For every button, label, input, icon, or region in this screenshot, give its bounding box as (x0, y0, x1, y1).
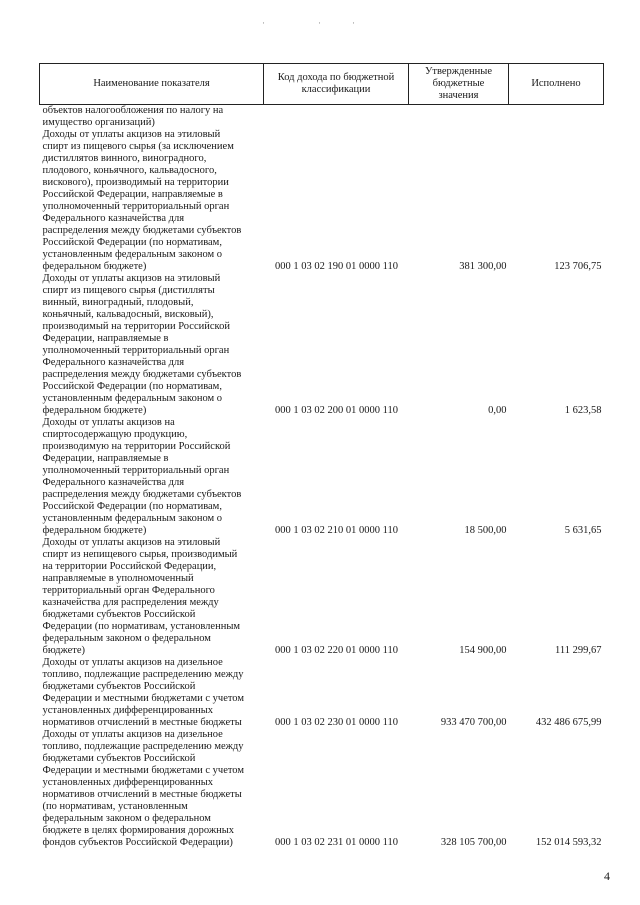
row-executed: 123 706,75 (554, 261, 602, 272)
row-code: 000 1 03 02 231 01 0000 110 (275, 837, 398, 848)
row-code: 000 1 03 02 200 01 0000 110 (275, 405, 398, 416)
table-row (40, 537, 604, 657)
header-name: Наименование показателя (40, 64, 264, 105)
page-number: 4 (604, 869, 610, 883)
row-name: Доходы от уплаты акцизов на этиловый спирт из пищевого сырья (за исключением дистиллятов винного, виноградного, плодового, коньячного, кальвадосного, вискового), производимый на территории Российской Федерации, направляемые в уполномоченный территориальный орган Федерального казначейства для распределения между бюджетами субъектов Российской Федерации (по нормативам, установленным федеральным законом о федеральном бюджете) (42, 129, 242, 272)
table-row (40, 417, 604, 537)
row-name: Доходы от уплаты акцизов на спиртосодержащую продукцию, производимую на территории Российской Федерации, направляемые в уполномоченный территориальный орган Федерального казначейства для распределения между бюджетами субъектов Российской Федерации (по нормативам, установленным федеральным законом о федеральном бюджете) (42, 417, 242, 536)
table-header-row (40, 64, 604, 105)
revenue-table (39, 63, 604, 849)
row-executed: 1 623,58 (564, 405, 602, 416)
row-code: 000 1 03 02 230 01 0000 110 (275, 717, 398, 728)
row-name: Доходы от уплаты акцизов на дизельное топливо, подлежащие распределению между бюджетами субъектов Российской Федерации и местными бюджетами с учетом установленных дифференцированных нормативов отчислений в местные бюджеты (по нормативам, установленным федеральным законом о федеральном бюджете в целях формирования дорожных фондов субъектов Российской Федерации) (42, 729, 244, 848)
row-approved: 18 500,00 (464, 525, 507, 536)
row-name: объектов налогообложения по налогу на имущество организаций) (42, 105, 224, 128)
row-approved: 0,00 (488, 405, 507, 416)
row-approved: 933 470 700,00 (440, 717, 507, 728)
row-code (264, 105, 409, 130)
row-name: Доходы от уплаты акцизов на этиловый спирт из пищевого сырья (дистилляты винный, виноградный, плодовый, коньячный, кальвадосный, висковый), производимый на территории Российской Федерации, направляемые в уполномоченный территориальный орган Федерального казначейства для распределения между бюджетами субъектов Российской Федерации (по нормативам, установленным федеральным законом о федеральном бюджете) (42, 273, 242, 416)
row-approved: 381 300,00 (459, 261, 507, 272)
row-code: 000 1 03 02 190 01 0000 110 (275, 261, 398, 272)
row-approved: 154 900,00 (459, 645, 507, 656)
table-row (40, 129, 604, 273)
row-name: Доходы от уплаты акцизов на дизельное топливо, подлежащие распределению между бюджетами субъектов Российской Федерации и местными бюджетами с учетом установленных дифференцированных нормативов отчислений в местные бюджеты (42, 657, 244, 728)
row-executed: 432 486 675,99 (535, 717, 602, 728)
row-code: 000 1 03 02 210 01 0000 110 (275, 525, 398, 536)
row-code: 000 1 03 02 220 01 0000 110 (275, 645, 398, 656)
scan-artifact: · (318, 18, 321, 28)
table-row (40, 729, 604, 849)
table-row (40, 105, 604, 130)
row-approved: 328 105 700,00 (440, 837, 507, 848)
header-executed: Исполнено (509, 64, 604, 105)
table-row (40, 657, 604, 729)
row-approved (409, 105, 509, 130)
table-row (40, 273, 604, 417)
row-executed (509, 105, 604, 130)
scan-artifact: · (262, 18, 265, 28)
row-executed: 111 299,67 (555, 645, 602, 656)
row-executed: 5 631,65 (564, 525, 602, 536)
row-name: Доходы от уплаты акцизов на этиловый спирт из непищевого сырья, производимый на территории Российской Федерации, направляемые в уполномоченный территориальный орган Федерального казначейства для распределения между бюджетами субъектов Российской Федерации (по нормативам, установленным федеральным законом о федеральном бюджете) (42, 537, 241, 656)
scan-artifact: · (352, 18, 355, 28)
header-approved: Утвержденные бюджетные значения (409, 64, 509, 105)
header-code: Код дохода по бюджетной классификации (264, 64, 409, 105)
row-executed: 152 014 593,32 (535, 837, 602, 848)
